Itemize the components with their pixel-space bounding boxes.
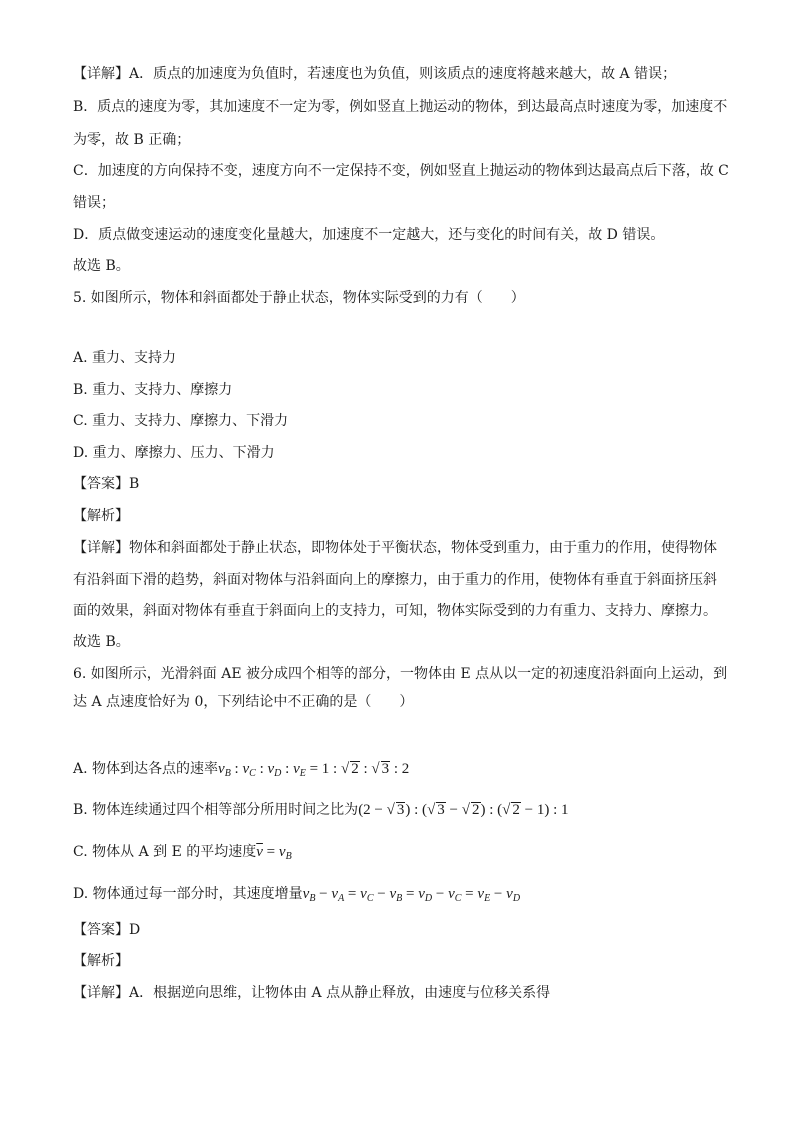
option-d-text: D. 物体通过每一部分时，其速度增量 [73, 886, 303, 902]
text-line: 故选 B。 [73, 634, 130, 650]
option-d [73, 884, 520, 909]
answer-label: 【答案】B [73, 476, 140, 492]
text-line: 面的效果，斜面对物体有垂直于斜面向上的支持力，可知，物体实际受到的力有重力、支持力、摩擦力。 [73, 603, 717, 619]
ratio-formula: $v_B$ : $v_C$ : $v_D$ : $v_E = 1$ : √ 2 : √ 3 : 2 [218, 761, 410, 779]
text-line: 有沿斜面下滑的趋势，斜面对物体与沿斜面向上的摩擦力，由于重力的作用，使物体有垂直于斜面挤压斜 [73, 572, 717, 588]
option-b [73, 800, 569, 820]
text-line: 故选 B。 [73, 258, 130, 274]
question-6-stem: 6. 如图所示，光滑斜面 AE 被分成四个相等的部分，一物体由 E 点从以一定的初速度沿斜面向上运动，到 [73, 666, 728, 682]
text-line: 【详解】物体和斜面都处于静止状态，即物体处于平衡状态，物体受到重力，由于重力的作用，使得物体 [73, 540, 717, 556]
question-5-stem: 5. 如图所示，物体和斜面都处于静止状态，物体实际受到的力有（ ） [73, 290, 525, 306]
question-6-stem-cont: 达 A 点速度恰好为 0，下列结论中不正确的是（ ） [73, 694, 414, 710]
option-c [73, 842, 292, 867]
text-line: D．质点做变速运动的速度变化量越大，加速度不一定越大，还与变化的时间有关，故 D 错误。 [73, 227, 665, 243]
option-c: C. 重力、支持力、摩擦力、下滑力 [73, 413, 289, 429]
option-c-text: C. 物体从 A 到 E 的平均速度 [73, 844, 257, 860]
text-line: 错误； [73, 195, 115, 211]
avg-velocity-formula: $\overline{v} = v_B$ [256, 844, 292, 862]
option-b: B. 重力、支持力、摩擦力 [73, 382, 233, 398]
text-line: 【详解】A．质点的加速度为负值时，若速度也为负值，则该质点的速度将越来越大，故 A 错误； [73, 66, 677, 82]
text-line: C．加速度的方向保持不变，速度方向不一定保持不变，例如竖直上抛运动的物体到达最高点后下落，故 C [73, 163, 729, 179]
text-line: 【详解】A．根据逆向思维，让物体由 A 点从静止释放，由速度与位移关系得 [73, 985, 551, 1001]
option-a: A. 重力、支持力 [73, 350, 177, 366]
time-ratio-formula: (2 − √ 3) : (√ 3 − √ 2) : (√ 2 − 1) : 1 [358, 802, 569, 818]
analysis-label: 【解析】 [73, 508, 129, 524]
option-a-text: A. 物体到达各点的速率 [73, 761, 219, 777]
option-d: D. 重力、摩擦力、压力、下滑力 [73, 445, 275, 461]
velocity-increment-formula: $v_B - v_A = v_C - v_B = v_D - v_C = v_E - v_D$ [302, 886, 521, 904]
option-a [73, 759, 409, 784]
text-line: 为零，故 B 正确； [73, 132, 191, 148]
answer-label: 【答案】D [73, 922, 141, 938]
analysis-label: 【解析】 [73, 953, 129, 969]
text-line: B．质点的速度为零，其加速度不一定为零，例如竖直上抛运动的物体，到达最高点时速度为零，加速度不 [73, 99, 728, 115]
option-b-text: B. 物体连续通过四个相等部分所用时间之比为 [73, 802, 359, 818]
